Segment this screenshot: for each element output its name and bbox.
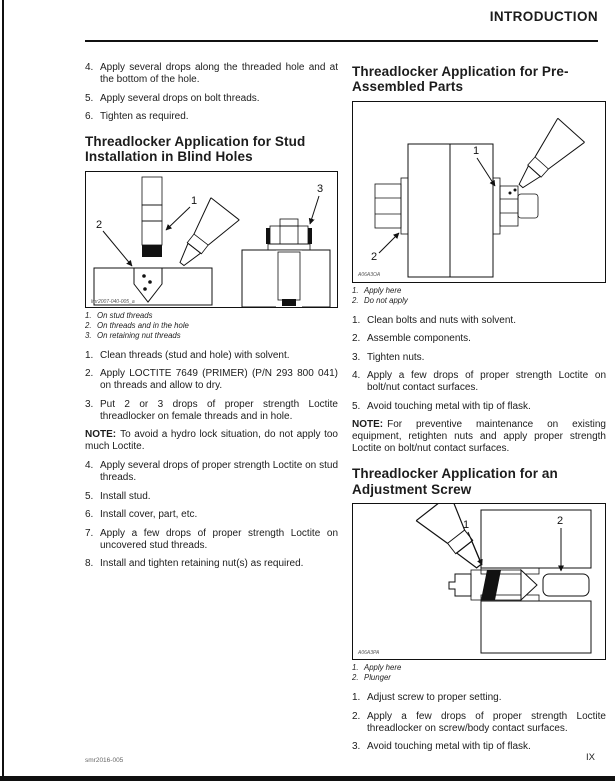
adjustment-screw-illustration [353,504,604,659]
figure-code: lmr2007-040-005_a [91,298,135,305]
list-item: 2. Apply LOCTITE 7649 (PRIMER) (P/N 293 800 041) on threads and allow to dry. [85,368,338,392]
figure-code: A06A3PA [358,649,380,656]
list-item: 3. Avoid touching metal with tip of flask. [352,741,531,752]
list-item: 1. Adjust screw to proper setting. [352,692,502,703]
figure-legend [85,311,338,341]
list-item [85,111,338,123]
list-item: 2. Assemble components. [352,333,471,345]
page-header-title: INTRODUCTION [489,9,598,24]
list-item: 2. Apply a few drops of proper strength Loctite threadlocker on screw/body contact surfaces. [352,710,606,734]
figure-adjustment-screw [352,503,606,660]
list-item: 6. Install cover, part, etc. [85,509,198,521]
svg-text:2: 2 [557,514,564,527]
footer-document-code: smr2016-005 [85,757,124,764]
figure-stud-installation [85,171,338,308]
pre-assembled-illustration [353,102,604,282]
plunger-graphic [543,574,589,596]
callout-2 [557,515,563,571]
callout-3 [310,183,323,224]
legend-item: 1. On stud threads [85,310,153,320]
list-item [85,62,338,86]
note-text: To avoid a hydro lock situation, do not apply too much Loctite. [85,429,338,453]
step-text: Tighten as required. [100,111,189,122]
figure-code: A06A3OA [358,271,381,278]
stud-installation-illustration [86,172,336,307]
note-label: NOTE: [85,429,117,441]
list-item: 8. Install and tighten retaining nut(s) as required. [85,558,304,570]
list-item: 1. Clean threads (stud and hole) with solvent. [85,349,290,361]
list-item: 3. Put 2 or 3 drops of proper strength Loctite threadlocker on female threads and in hole. [85,398,338,422]
list-item: 7. Apply a few drops of proper strength Loctite on uncovered stud threads. [85,527,338,551]
step-text: Apply several drops along the threaded hole and at the bottom of the hole. [100,62,338,85]
retained-stud-graphic [242,219,330,307]
page-bottom-border [0,776,615,781]
page-left-border [2,0,4,781]
header-rule [85,40,598,42]
stud-graphic [142,177,162,257]
left-column [85,62,338,577]
svg-text:2: 2 [371,250,378,263]
note-paragraph [85,429,338,453]
loctite-bottle-graphic [168,194,239,274]
svg-text:2: 2 [96,218,103,231]
list-item: 3. Tighten nuts. [352,351,425,363]
step-text: Apply several drops on bolt threads. [100,92,260,104]
right-column [352,62,606,760]
callout-2 [96,219,132,266]
figure-legend [352,663,606,683]
step-number: 6. [85,111,94,122]
list-item: 4. Apply a few drops of proper strength Loctite on bolt/nut contact surfaces. [352,370,606,394]
step-number: 5. [85,92,94,104]
list-item: 5. Avoid touching metal with tip of flask. [352,400,531,412]
loctite-bottle-graphic [508,118,585,198]
bolted-block-graphic [375,144,538,277]
legend-item: 2. On threads and in the hole [85,320,189,330]
list-item: 4. Apply several drops of proper strength Loctite on stud threads. [85,460,338,484]
svg-text:1: 1 [463,518,470,531]
section-heading-stud-installation: Threadlocker Application for Stud Installation in Blind Holes [85,134,306,165]
figure-pre-assembled [352,101,606,283]
svg-text:1: 1 [191,194,198,207]
step-number: 4. [85,62,94,73]
adjustment-screw-graphic [449,570,537,600]
section-heading-pre-assembled: Threadlocker Application for Pre-Assembled Parts [352,64,569,95]
note-paragraph [352,419,606,455]
legend-item: 3. On retaining nut threads [85,330,181,340]
callout-1 [473,145,495,186]
note-text: For preventive maintenance on existing equipment, retighten nuts and apply proper strength Loctite on bolt/nut contact surfaces. [352,419,606,455]
list-item: 5. Install stud. [85,490,151,502]
list-item: 1. Clean bolts and nuts with solvent. [352,314,516,326]
section-heading-adjustment-screw: Threadlocker Application for an Adjustment Screw [352,466,558,497]
list-item [85,93,338,105]
svg-text:1: 1 [473,144,480,157]
figure-legend [352,286,606,306]
callout-1 [166,195,197,230]
callout-2 [371,233,399,263]
legend-item: 1. Apply here [352,662,402,672]
legend-item: 2. Do not apply [352,295,408,305]
legend-item: 1. Apply here [352,285,402,295]
svg-text:3: 3 [317,182,324,195]
note-label: NOTE: [352,419,384,431]
legend-item: 2. Plunger [352,672,391,682]
footer-page-number: IX [586,752,595,763]
